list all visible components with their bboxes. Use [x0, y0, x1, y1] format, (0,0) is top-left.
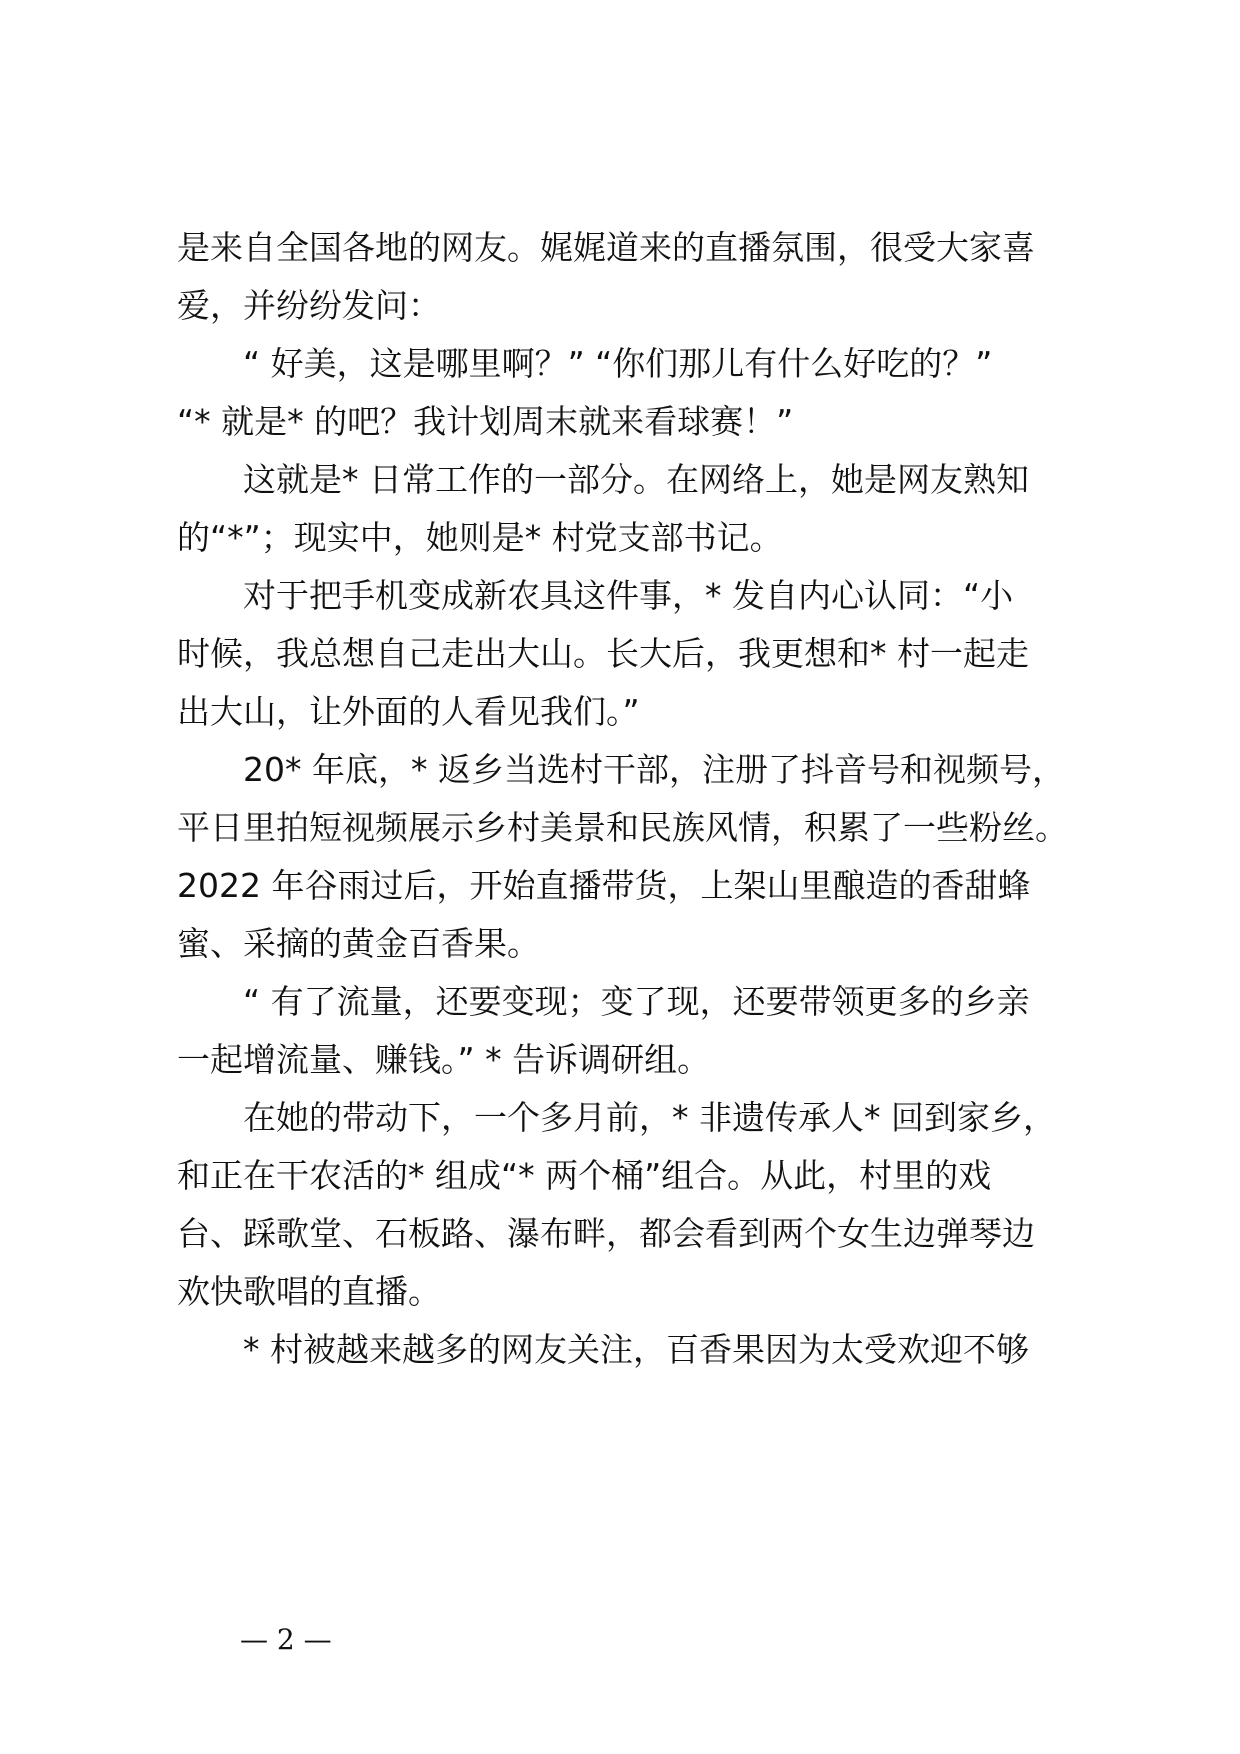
- text-line: 对于把手机变成新农具这件事，* 发自内心认同：“小: [243, 576, 1014, 615]
- text-line: “ 有了流量，还要变现；变了现，还要带领更多的乡亲: [243, 982, 1030, 1021]
- text-line: 欢快歌唱的直播。: [177, 1272, 441, 1311]
- text-line: 和正在干农活的* 组成“* 两个桶”组合。从此，村里的戏: [177, 1156, 992, 1195]
- text-line: 台、踩歌堂、石板路、瀑布畔，都会看到两个女生边弹琴边: [177, 1214, 1035, 1253]
- text-line: 出大山，让外面的人看见我们。”: [177, 692, 640, 731]
- text-line: 的“*”；现实中，她则是* 村党支部书记。: [177, 518, 783, 557]
- text-line: 时候，我总想自己走出大山。长大后，我更想和* 村一起走: [177, 634, 1029, 673]
- text-line: 20* 年底，* 返乡当选村干部，注册了抖音号和视频号，: [243, 750, 1065, 789]
- text-line: 一起增流量、赚钱。” * 告诉调研组。: [177, 1040, 711, 1079]
- text-line: * 村被越来越多的网友关注，百香果因为太受欢迎不够: [243, 1330, 1029, 1369]
- text-line: 蜜、采摘的黄金百香果。: [177, 924, 540, 963]
- text-line: 这就是* 日常工作的一部分。在网络上，她是网友熟知: [243, 460, 1029, 499]
- text-line: “* 就是* 的吧？我计划周末就来看球赛！”: [177, 402, 794, 441]
- page-number: — 2 —: [240, 1623, 332, 1656]
- text-line: 在她的带动下，一个多月前，* 非遗传承人* 回到家乡，: [243, 1098, 1056, 1137]
- text-line: 2022 年谷雨过后，开始直播带货，上架山里酿造的香甜蜂: [177, 866, 1031, 905]
- text-line: 平日里拍短视频展示乡村美景和民族风情，积累了一些粉丝。: [177, 808, 1068, 847]
- text-line: “ 好美，这是哪里啊？” “你们那儿有什么好吃的？”: [243, 344, 993, 383]
- text-line: 是来自全国各地的网友。娓娓道来的直播氛围，很受大家喜: [177, 228, 1035, 267]
- text-line: 爱，并纷纷发问：: [177, 286, 441, 325]
